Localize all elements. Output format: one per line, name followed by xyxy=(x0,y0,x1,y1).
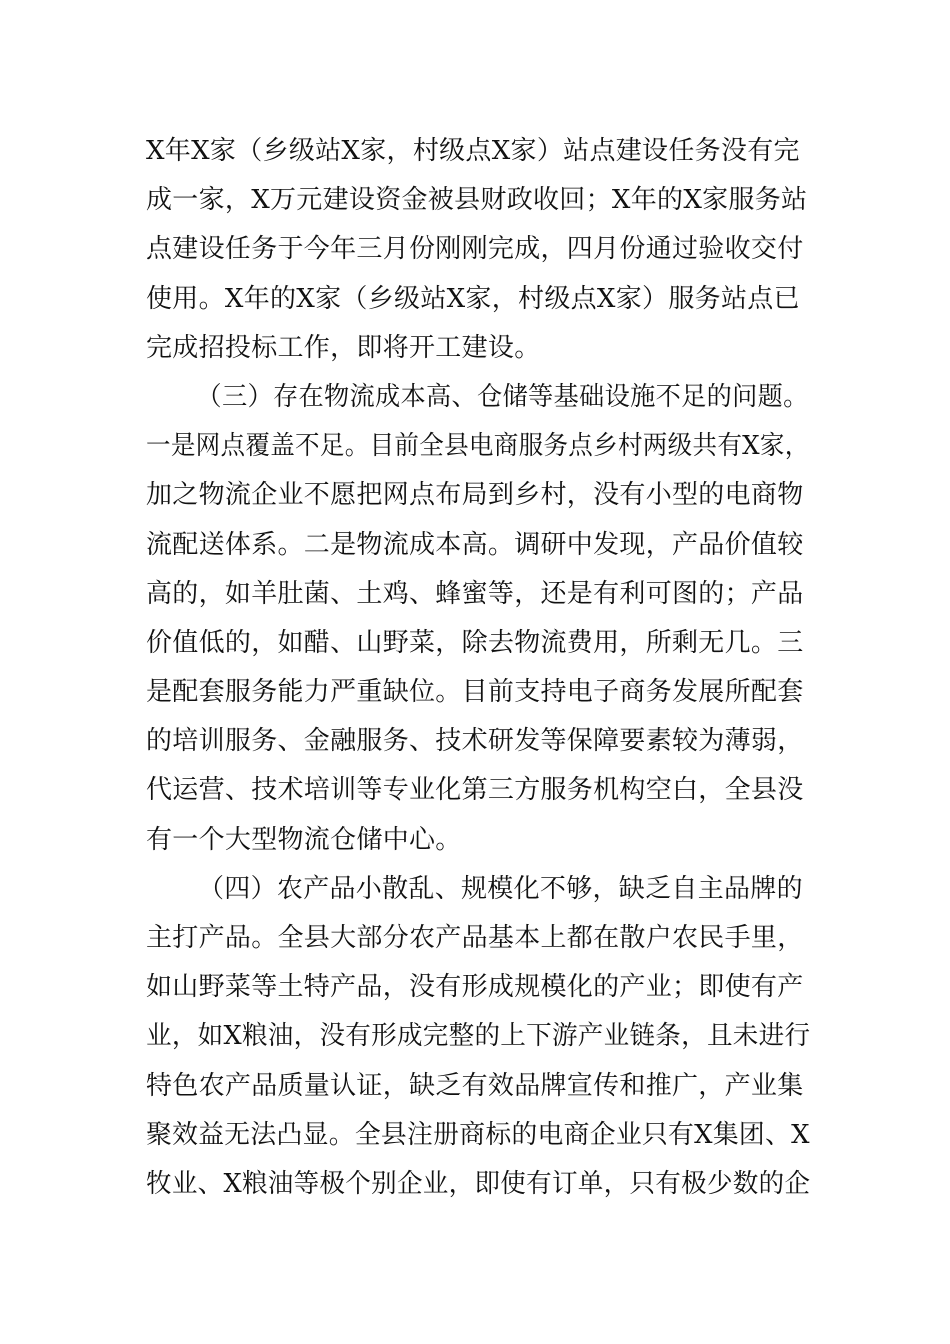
text-line: 使用。X年的X家（乡级站X家，村级点X家）服务站点已 xyxy=(146,283,800,314)
text-line: 流配送体系。二是物流成本高。调研中发现，产品价值较 xyxy=(146,529,804,560)
text-line: 主打产品。全县大部分农产品基本上都在散户农民手里， xyxy=(146,923,804,953)
text-line: 成一家，X万元建设资金被县财政收回；X年的X家服务站 xyxy=(146,185,808,216)
text-line: X年X家（乡级站X家，村级点X家）站点建设任务没有完 xyxy=(146,136,800,166)
text-line: 完成招投标工作，即将开工建设。 xyxy=(146,332,541,363)
text-line: 有一个大型物流仓储中心。 xyxy=(146,824,462,855)
text-line: 加之物流企业不愿把网点布局到乡村，没有小型的电商物 xyxy=(146,480,804,511)
text-line: 高的，如羊肚菌、土鸡、蜂蜜等，还是有利可图的；产品 xyxy=(146,578,804,609)
text-line: 是配套服务能力严重缺位。目前支持电子商务发展所配套 xyxy=(146,677,804,708)
document-body-text xyxy=(146,127,810,1209)
text-line: 如山野菜等土特产品，没有形成规模化的产业；即使有产 xyxy=(146,972,804,1003)
text-line: 点建设任务于今年三月份刚刚完成，四月份通过验收交付 xyxy=(146,234,804,265)
text-line: 特色农产品质量认证，缺乏有效品牌宣传和推广，产业集 xyxy=(146,1070,804,1101)
text-line: （三）存在物流成本高、仓储等基础设施不足的问题。 xyxy=(196,381,809,412)
text-line: 聚效益无法凸显。全县注册商标的电商企业只有X集团、X xyxy=(146,1119,810,1150)
text-line: 代运营、技术培训等专业化第三方服务机构空白，全县没 xyxy=(146,775,804,806)
text-line: 业，如X粮油，没有形成完整的上下游产业链条，且未进行 xyxy=(146,1021,811,1052)
text-line: 价值低的，如醋、山野菜，除去物流费用，所剩无几。三 xyxy=(146,627,804,658)
text-line: 的培训服务、金融服务、技术研发等保障要素较为薄弱， xyxy=(146,726,804,757)
text-line: 一是网点覆盖不足。目前全县电商服务点乡村两级共有X家， xyxy=(146,431,810,462)
text-line: 牧业、X粮油等极个别企业，即使有订单，只有极少数的企 xyxy=(146,1168,811,1199)
text-line: （四）农产品小散乱、规模化不够，缺乏自主品牌的 xyxy=(198,873,803,904)
